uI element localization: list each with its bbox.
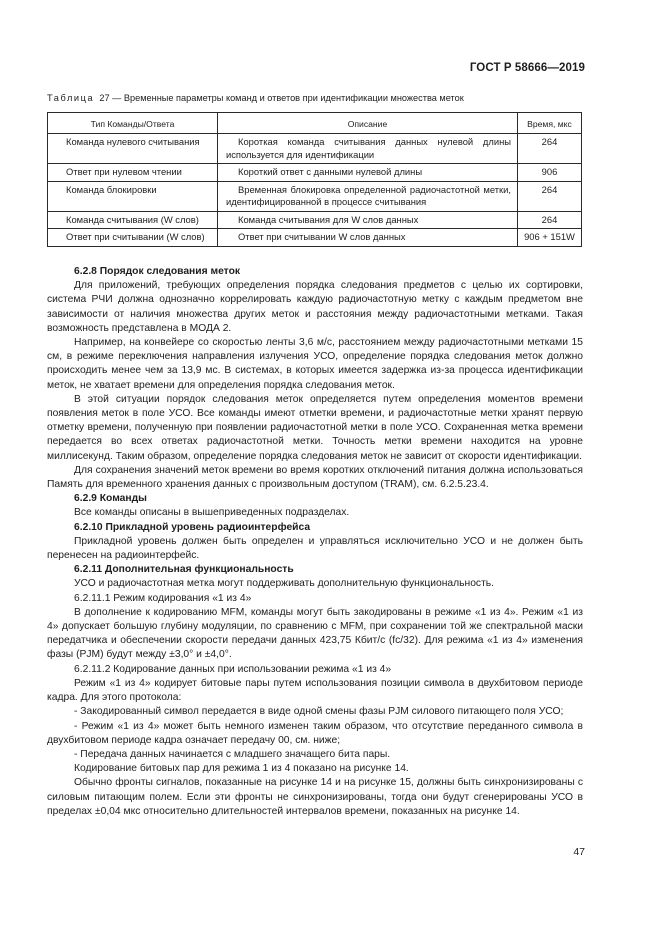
section-heading: 6.2.8 Порядок следования меток xyxy=(74,266,241,277)
paragraph: Кодирование битовых пар для режима 1 из 4 показано на рисунке 14. xyxy=(74,763,409,775)
cell-time: 264 xyxy=(518,134,582,164)
paragraph: Для приложений, требующих определения порядка следования предметов с целью их сортировки, система РЧИ должна однозначно коррелировать каждую радиочастотную метку с каждым предметом вне зависимости от наличия множества других меток и расстояния между радиочастотными метками. Такая возможность представлена в МОДА 2. xyxy=(47,280,583,334)
document-body xyxy=(47,265,583,819)
cell-description xyxy=(218,134,518,164)
timing-table xyxy=(47,112,582,247)
paragraph: Прикладной уровень должен быть определен и управляться исключительно УСО и не должен быть перенесен на радиоинтерфейс. xyxy=(47,535,583,562)
document-id: ГОСТ Р 58666—2019 xyxy=(469,62,585,74)
table-row xyxy=(48,134,582,164)
column-header-description: Описание xyxy=(218,113,518,134)
paragraph: В дополнение к кодированию MFM, команды могут быть закодированы в режиме «1 из 4». Режим «1 из 4» допускает большую глубину модуляции, по сравнению с MFM, при сохранении той же спектральной маски передатчика и обеспечении скорости передачи данных 423,75 Кбит/с (fc/32). Для режима «1 из 4» изменения фазы (PJM) будут между ±3,0° и ±4,0°. xyxy=(47,606,583,661)
cell-time: 906 xyxy=(518,164,582,182)
cell-description xyxy=(218,164,518,182)
cell-type: Команда считывания (W слов) xyxy=(48,211,218,229)
column-header-time: Время, мкс xyxy=(518,113,582,134)
subsection-heading: 6.2.11.2 Кодирование данных при использовании режима «1 из 4» xyxy=(74,663,392,675)
section-heading: 6.2.11 Дополнительная функциональность xyxy=(74,564,294,576)
cell-type: Команда нулевого считывания xyxy=(48,134,218,164)
paragraph: Все команды описаны в вышеприведенных подразделах. xyxy=(74,507,350,519)
table-row xyxy=(48,211,582,229)
cell-type: Команда блокировки xyxy=(48,181,218,211)
cell-description xyxy=(218,211,518,229)
table-caption xyxy=(47,93,464,103)
table-row xyxy=(48,181,582,211)
list-item: - Закодированный символ передается в виде одной смены фазы PJM силового питающего поля УСО; xyxy=(74,706,564,718)
paragraph: Обычно фронты сигналов, показанные на рисунке 14 и на рисунке 15, должны быть синхронизированы с силовым питающим полем. Если эти фронты не синхронизированы, тогда они будут сгенерированы УСО в пределах ±0,04 мкс относительно длительностей интервалов времени, показанных на рисунке 14. xyxy=(47,777,583,817)
cell-type: Ответ при считывании (W слов) xyxy=(48,229,218,247)
cell-description-text: Короткая команда считывания данных нулевой длины используется для идентификации xyxy=(226,136,511,160)
cell-description-text: Ответ при считывании W слов данных xyxy=(238,231,406,242)
table-row xyxy=(48,229,582,247)
column-header-type: Тип Команды/Ответа xyxy=(48,113,218,134)
cell-description xyxy=(218,181,518,211)
table-header-row xyxy=(48,113,582,134)
cell-description-text: Короткий ответ с данными нулевой длины xyxy=(238,166,423,177)
paragraph: В этой ситуации порядок следования меток определяется путем определения моментов времени появления меток в поле УСО. Все команды имеют отметки времени, и радиочастотные метки хранят первую отметку времени, полученную при появлении радиочастотной метки в поле УСО. Сохраненная метка времени передается во всех ответах радиочастотной метки. Точность метки времени находится на уровне миллисекунд. Таким образом, определение порядка следования меток не зависит от скорости идентификации. xyxy=(47,393,583,462)
cell-description-text: Временная блокировка определенной радиочастотной метки, идентифицированной в процессе считывания xyxy=(226,183,511,207)
paragraph: Режим «1 из 4» кодирует битовые пары путем использования позиции символа в двухбитовом периоде кадра. Для этого протокола: xyxy=(47,677,583,704)
paragraph: Например, на конвейере со скоростью ленты 3,6 м/с, расстоянием между радиочастотными метками 15 см, в режиме переключения направления излучения УСО, определение порядка следования меток должно происходить менее чем за 13,9 мс. В системах, в которых имеется задержка из-за процесса идентификации меток, не хватает времени для определения порядка следования меток. xyxy=(47,337,583,391)
paragraph: УСО и радиочастотная метка могут поддерживать дополнительную функциональность. xyxy=(74,578,495,590)
cell-type: Ответ при нулевом чтении xyxy=(48,164,218,182)
section-heading: 6.2.10 Прикладной уровень радиоинтерфейса xyxy=(74,521,311,533)
page-number: 47 xyxy=(573,846,585,858)
list-item: - Передача данных начинается с младшего значащего бита пары. xyxy=(74,748,391,760)
cell-description xyxy=(218,229,518,247)
cell-description-text: Команда считывания для W слов данных xyxy=(238,213,419,225)
subsection-heading: 6.2.11.1 Режим кодирования «1 из 4» xyxy=(74,592,252,604)
list-item: - Режим «1 из 4» может быть немного изменен таким образом, что отсутствие переданного символа в двухбитовом периоде кадра означает передачу 00, см. ниже; xyxy=(47,720,583,746)
table-row xyxy=(48,164,582,182)
cell-time: 264 xyxy=(518,211,582,229)
section-heading: 6.2.9 Команды xyxy=(74,493,147,505)
table-caption-label: Таблица xyxy=(47,93,95,103)
cell-time: 906 + 151W xyxy=(518,229,582,247)
table-caption-text: 27 — Временные параметры команд и ответов при идентификации множества меток xyxy=(99,93,464,103)
paragraph: Для сохранения значений меток времени во время коротких отключений питания должна использоваться Память для временного хранения данных с произвольным доступом (TRAM), см. 6.2.5.23.4. xyxy=(47,464,583,491)
cell-time: 264 xyxy=(518,181,582,211)
